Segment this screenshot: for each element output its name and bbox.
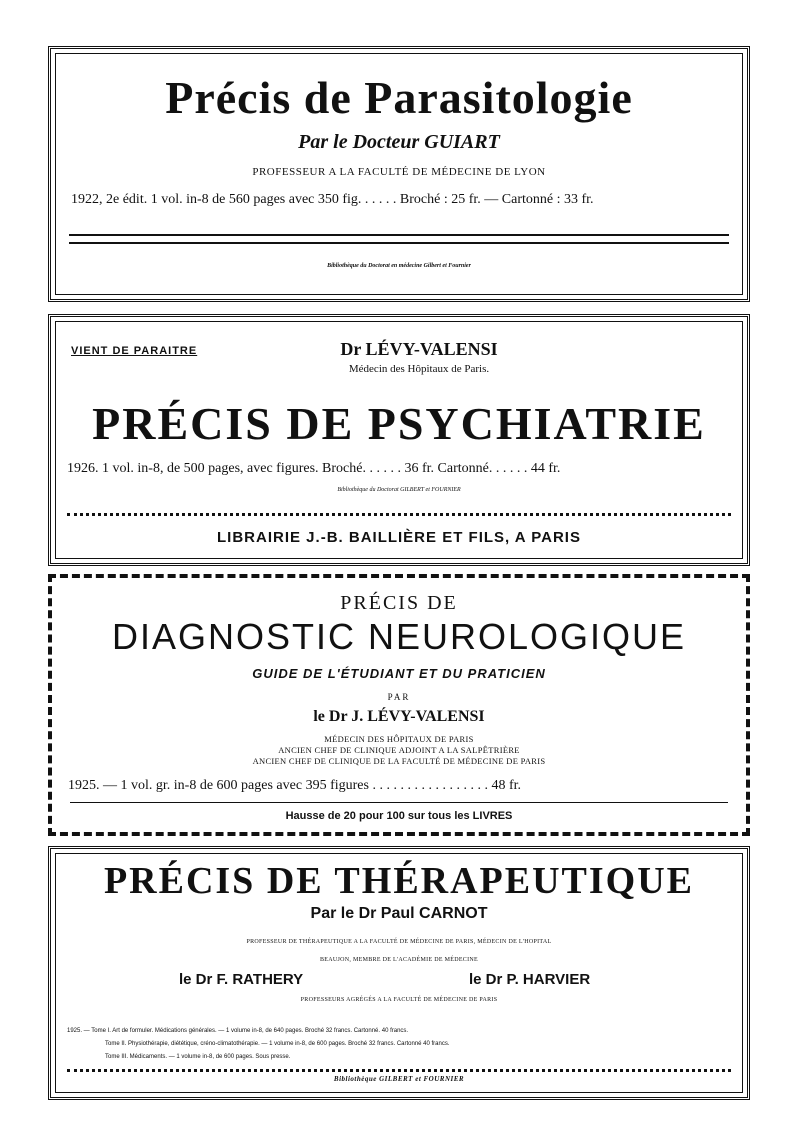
volume-line: Tome II. Physiothérapie, diététique, créno-climatothérapie. — 1 volume in-8, de 600 pages. Broché 32 francs. Cartonné 40 francs. xyxy=(105,1041,450,1047)
ad-title: DIAGNOSTIC NEUROLOGIQUE xyxy=(111,616,687,657)
ad-author-roles xyxy=(52,734,746,767)
therapeutique-ad xyxy=(48,846,750,1100)
ad-title: Précis de Parasitologie xyxy=(165,72,633,123)
ad-price-line: 1925. — 1 vol. gr. in-8 de 600 pages avec 395 figures . . . . . . . . . . . . . . . . . 48 fr. xyxy=(68,778,521,793)
role-line: BEAUJON, MEMBRE DE L'ACADÉMIE DE MÉDECINE xyxy=(319,957,479,963)
ad-author: Par le Dr Paul CARNOT xyxy=(310,905,488,922)
coauthor-role: PROFESSEURS AGRÉGÉS A LA FACULTÉ DE MÉDECINE DE PARIS xyxy=(300,997,498,1003)
ad-collection: Bibliothèque GILBERT et FOURNIER xyxy=(333,1075,465,1083)
double-rule xyxy=(69,234,729,244)
ad-title: PRÉCIS DE THÉRAPEUTIQUE xyxy=(103,860,695,902)
dotted-rule xyxy=(67,513,731,520)
ad-author-role xyxy=(51,933,747,969)
new-release-badge: VIENT DE PARAITRE xyxy=(71,345,198,357)
ad-price-line: 1922, 2e édit. 1 vol. in-8 de 560 pages avec 350 fig. . . . . . Broché : 25 fr. — Cartonné : 33 fr. xyxy=(71,192,594,207)
volume-line: 1925. — Tome I. Art de formuler. Médications générales. — 1 volume in-8, de 640 pages. Broché 32 francs. Cartonné. 40 francs. xyxy=(67,1028,409,1034)
separator-rule xyxy=(70,802,728,803)
ad-author: le Dr J. LÉVY-VALENSI xyxy=(313,708,485,725)
ad-title: PRÉCIS DE PSYCHIATRIE xyxy=(92,398,706,449)
role-line: ANCIEN CHEF DE CLINIQUE DE LA FACULTÉ DE MÉDECINE DE PARIS xyxy=(252,756,546,766)
coauthor-harvier: le Dr P. HARVIER xyxy=(469,971,591,988)
ad-author-role: PROFESSEUR A LA FACULTÉ DE MÉDECINE DE LYON xyxy=(252,166,546,178)
psychiatrie-ad xyxy=(48,314,750,566)
ad-author: Dr LÉVY-VALENSI xyxy=(340,339,498,359)
coauthor-rathery: le Dr F. RATHERY xyxy=(179,971,304,988)
price-increase-note: Hausse de 20 pour 100 sur tous les LIVRES xyxy=(285,810,513,822)
dotted-rule xyxy=(67,1069,731,1072)
ad-subtitle: GUIDE DE L'ÉTUDIANT ET DU PRATICIEN xyxy=(252,666,546,681)
ad-collection: Bibliothèque du Doctorat GILBERT et FOURNIER xyxy=(337,487,461,493)
volume-list xyxy=(67,1025,735,1064)
parasitologie-ad xyxy=(48,46,750,302)
ad-author: Par le Docteur GUIART xyxy=(298,131,500,153)
ad-pre-title: PRÉCIS DE xyxy=(340,592,458,614)
role-line: MÉDECIN DES HÔPITAUX DE PARIS xyxy=(324,734,474,744)
volume-line: Tome III. Médicaments. — 1 volume in-8, de 600 pages. Sous presse. xyxy=(105,1054,291,1060)
role-line: PROFESSEUR DE THÉRAPEUTIQUE A LA FACULTÉ DE MÉDECINE DE PARIS, MÉDECIN DE L'HOPITAL xyxy=(246,939,552,945)
ad-collection: Bibliothèque du Doctorat en médecine Gilbert et Fournier xyxy=(327,263,471,269)
diagnostic-neurologique-ad xyxy=(48,574,750,836)
publisher-line: LIBRAIRIE J.-B. BAILLIÈRE ET FILS, A PARIS xyxy=(217,529,581,546)
ad-price-line: 1926. 1 vol. in-8, de 500 pages, avec figures. Broché. . . . . . 36 fr. Cartonné. . . . . . 44 fr. xyxy=(67,461,561,476)
ad-author-role: Médecin des Hôpitaux de Paris. xyxy=(348,363,490,375)
par-label: PAR xyxy=(387,692,411,702)
role-line: ANCIEN CHEF DE CLINIQUE ADJOINT A LA SALPÊTRIÈRE xyxy=(278,745,520,755)
